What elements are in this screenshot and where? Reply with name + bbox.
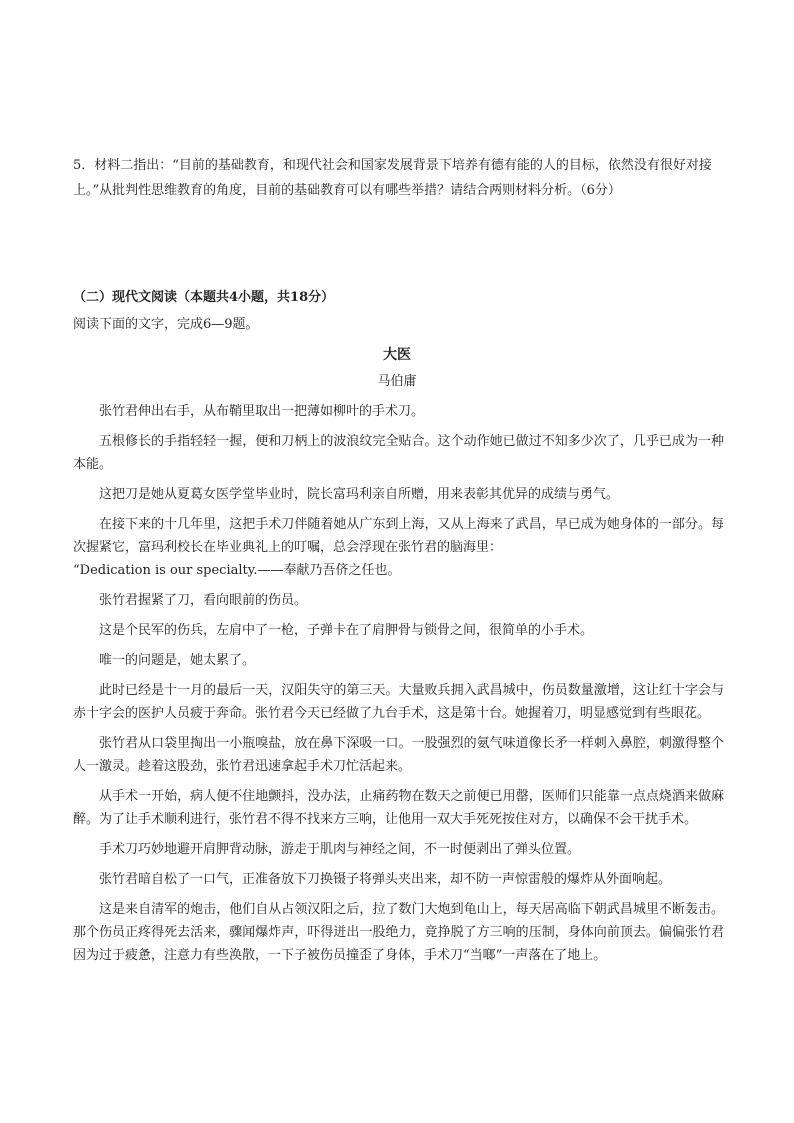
paragraph: 这是个民军的伤兵，左肩中了一枪，子弹卡在了肩胛骨与锁骨之间，很简单的小手术。 xyxy=(99,623,594,638)
paragraph: 此时已经是十一月的最后一天，汉阳失守的第三天。大量败兵拥入武昌城中，伤员数量激增，这让红十字会与赤十字会的医护人员疲于奔命。张竹君今天已经做了九台手术，这是第十台。她握着刀，明显感觉到有些眼花。 xyxy=(73,683,724,721)
article-title: 大医 xyxy=(383,347,411,363)
paragraph: 这把刀是她从夏葛女医学堂毕业时，院长富玛利亲自所赠，用来表彰其优异的成绩与勇气。 xyxy=(99,487,620,502)
paragraph-quote: “Dedication is our specialty.——奉献乃吾侪之任也。 xyxy=(73,563,401,578)
article-author: 马伯庸 xyxy=(377,374,417,389)
article-body xyxy=(73,400,724,974)
paragraph: 在接下来的十几年里，这把手术刀伴随着她从广东到上海，又从上海来了武昌，早已成为她身体的一部分。每次握紧它，富玛利校长在毕业典礼上的叮嘱，总会浮现在张竹君的脑海里： xyxy=(73,517,724,555)
question-5: 5．材料二指出：“目前的基础教育，和现代社会和国家发展背景下培养有德有能的人的目标，依然没有很好对接上。”从批判性思维教育的角度，目前的基础教育可以有哪些举措？请结合两则材料分析。（6分） xyxy=(73,158,712,198)
paragraph: 张竹君从口袋里掏出一小瓶嗅盐，放在鼻下深吸一口。一股强烈的氨气味道像长矛一样刺入鼻腔，刺激得整个人一激灵。趁着这股劲，张竹君迅速拿起手术刀忙活起来。 xyxy=(73,736,724,774)
paragraph: 张竹君伸出右手，从布鞘里取出一把薄如柳叶的手术刀。 xyxy=(99,404,425,419)
paragraph: 张竹君暗自松了一口气，正准备放下刀换镊子将弹头夹出来，却不防一声惊雷般的爆炸从外面响起。 xyxy=(99,872,672,887)
reading-instruction: 阅读下面的文字，完成6—9题。 xyxy=(73,317,259,332)
paragraph: 唯一的问题是，她太累了。 xyxy=(99,653,256,668)
paragraph: 从手术一开始，病人便不住地颤抖，没办法，止痛药物在数天之前便已用罄，医师们只能靠一点点烧酒来做麻醉。为了让手术顺利进行，张竹君不得不找来方三响，让他用一双大手死死按住对方，以确保不会干扰手术。 xyxy=(73,789,724,827)
paragraph: 这是来自清军的炮击，他们自从占领汉阳之后，拉了数门大炮到龟山上，每天居高临下朝武昌城里不断轰击。那个伤员正疼得死去活来，骤闻爆炸声，吓得迸出一股绝力，竟挣脱了方三响的压制，身体向前顶去。偏偏张竹君因为过于疲惫，注意力有些涣散，一下子被伤员撞歪了身体，手术刀“当啷”一声落在了地上。 xyxy=(73,902,724,963)
paragraph: 张竹君握紧了刀，看向眼前的伤员。 xyxy=(99,593,308,608)
section-title: （二）现代文阅读（本题共4小题，共18分） xyxy=(73,290,335,305)
paragraph: 手术刀巧妙地避开肩胛背动脉，游走于肌肉与神经之间，不一时便剥出了弹头位置。 xyxy=(99,842,581,857)
paragraph: 五根修长的手指轻轻一握，便和刀柄上的波浪纹完全贴合。这个动作她已做过不知多少次了，几乎已成为一种本能。 xyxy=(73,434,724,472)
